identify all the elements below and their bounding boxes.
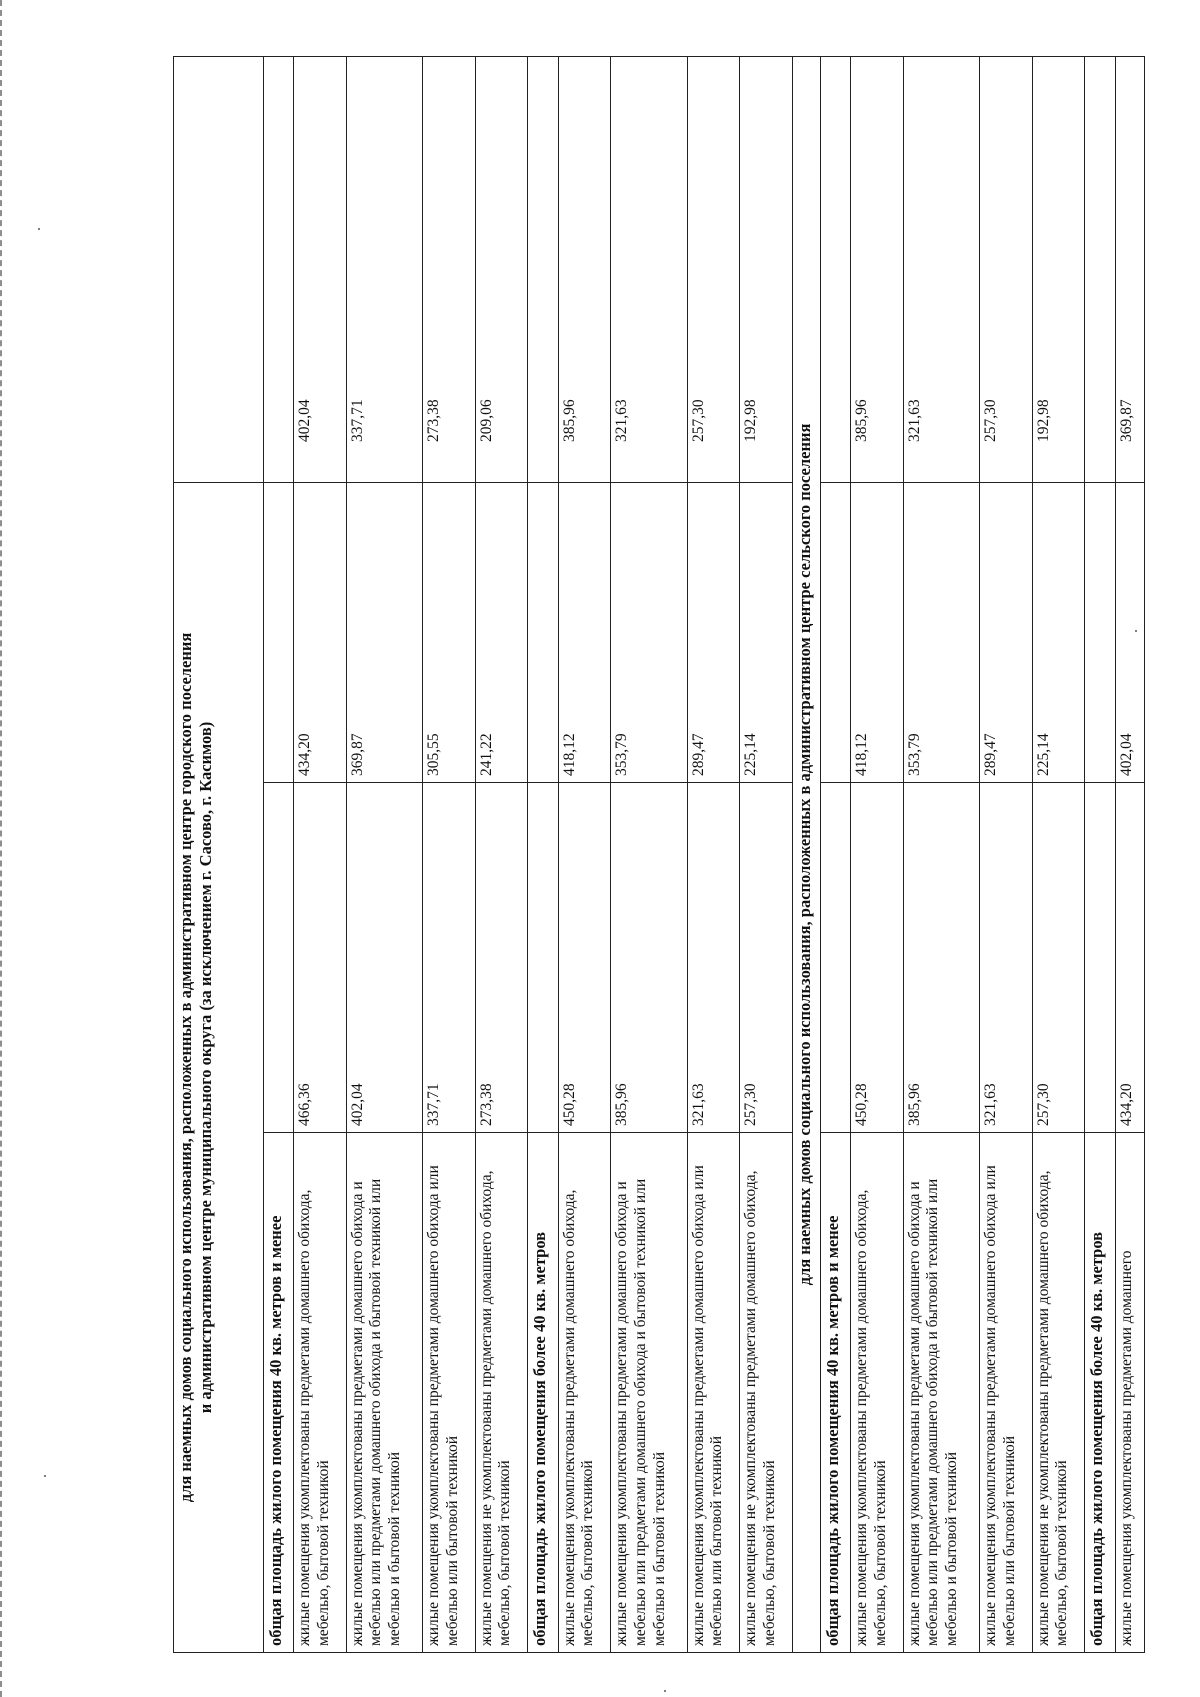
rate-value-3: 257,30	[687, 56, 740, 482]
rate-value-2: 402,04	[1115, 482, 1144, 782]
scan-speck	[664, 1690, 666, 1692]
rate-value-3: 321,63	[611, 56, 687, 482]
empty-cell	[1085, 783, 1115, 1133]
table-row	[1115, 56, 1144, 1652]
rate-value-1: 257,30	[740, 783, 793, 1133]
row-description: жилые помещения не укомплектованы предметами домашнего обихода, мебелью, бытовой техникой	[1032, 1133, 1085, 1653]
row-description: жилые помещения укомплектованы предметами домашнего обихода или мебелью или бытовой техникой	[422, 1133, 475, 1653]
table-row	[687, 56, 740, 1652]
rate-value-1: 450,28	[558, 783, 611, 1133]
scan-speck	[44, 1475, 46, 1477]
rate-value-3: 192,98	[740, 56, 793, 482]
rate-value-1: 337,71	[422, 783, 475, 1133]
table-row	[740, 56, 793, 1652]
group-label: общая площадь жилого помещения 40 кв. метров и менее	[820, 1133, 850, 1653]
empty-cell	[1085, 56, 1115, 482]
rate-value-1: 257,30	[1032, 783, 1085, 1133]
rate-value-1: 466,36	[293, 783, 346, 1133]
empty-cell	[1085, 482, 1115, 782]
empty-cell	[528, 56, 558, 482]
row-description: жилые помещения укомплектованы предметами домашнего обихода, мебелью, бытовой техникой	[558, 1133, 611, 1653]
section-title: для наемных домов социального использования, расположенных в административном центре сельского поселения	[792, 56, 820, 1652]
empty-cell	[263, 482, 293, 782]
row-description: жилые помещения укомплектованы предметами домашнего обихода, мебелью, бытовой техникой	[293, 1133, 346, 1653]
rate-value-1: 385,96	[611, 783, 687, 1133]
empty-cell	[528, 783, 558, 1133]
group-row	[820, 56, 850, 1652]
row-description: жилые помещения укомплектованы предметами домашнего обихода или мебелью или бытовой техникой	[979, 1133, 1032, 1653]
table-row	[611, 56, 687, 1652]
rate-value-2: 418,12	[558, 482, 611, 782]
empty-cell	[263, 783, 293, 1133]
table-row	[979, 56, 1032, 1652]
rate-value-3: 273,38	[422, 56, 475, 482]
rate-value-2: 289,47	[979, 482, 1032, 782]
table-title	[174, 482, 264, 1652]
group-row	[1085, 56, 1115, 1652]
table-row	[346, 56, 422, 1652]
rate-value-2: 225,14	[1032, 482, 1085, 782]
group-row	[263, 56, 293, 1652]
rate-value-2: 353,79	[903, 482, 979, 782]
table-row	[422, 56, 475, 1652]
table-title-line-2: и административном центре муниципального округа (за исключением г. Сасово, г. Касимов)	[195, 721, 215, 1414]
row-description: жилые помещения укомплектованы предметами домашнего обихода, мебелью, бытовой техникой	[851, 1133, 904, 1653]
table-title-row	[174, 56, 264, 1652]
rate-value-1: 321,63	[979, 783, 1032, 1133]
rate-value-1: 321,63	[687, 783, 740, 1133]
row-description: жилые помещения укомплектованы предметами домашнего обихода и мебелью или предметами домашнего обихода и бытовой техникой или мебелью и бытовой техникой	[611, 1133, 687, 1653]
rate-value-2: 369,87	[346, 482, 422, 782]
table-title-line-1: для наемных домов социального использования, расположенных в административном центре городского поселения	[176, 632, 195, 1503]
rate-value-3: 209,06	[475, 56, 528, 482]
rate-value-3: 402,04	[293, 56, 346, 482]
empty-cell	[263, 56, 293, 482]
rate-value-3: 337,71	[346, 56, 422, 482]
rate-value-3: 321,63	[903, 56, 979, 482]
row-description: жилые помещения не укомплектованы предметами домашнего обихода, мебелью, бытовой техникой	[475, 1133, 528, 1653]
table-row	[558, 56, 611, 1652]
rate-value-1: 273,38	[475, 783, 528, 1133]
rate-value-1: 450,28	[851, 783, 904, 1133]
row-description: жилые помещения укомплектованы предметами домашнего обихода и мебелью или предметами домашнего обихода и бытовой техникой или мебелью и бытовой техникой	[903, 1133, 979, 1653]
table-row	[1032, 56, 1085, 1652]
rate-value-3: 257,30	[979, 56, 1032, 482]
rate-value-2: 353,79	[611, 482, 687, 782]
rate-value-3: 385,96	[851, 56, 904, 482]
group-label: общая площадь жилого помещения более 40 кв. метров	[528, 1133, 558, 1653]
scan-speck	[38, 228, 40, 230]
table-row	[903, 56, 979, 1652]
rate-value-2: 225,14	[740, 482, 793, 782]
table-row	[293, 56, 346, 1652]
rate-value-3: 369,87	[1115, 56, 1144, 482]
rates-table-body	[174, 56, 1145, 1652]
rotated-table-sheet	[173, 57, 1145, 1653]
row-description: жилые помещения укомплектованы предметами домашнего обихода или мебелью или бытовой техникой	[687, 1133, 740, 1653]
rate-value-1: 434,20	[1115, 783, 1144, 1133]
table-row	[475, 56, 528, 1652]
table-row	[851, 56, 904, 1652]
rate-value-3: 385,96	[558, 56, 611, 482]
row-description: жилые помещения не укомплектованы предметами домашнего обихода, мебелью, бытовой техникой	[740, 1133, 793, 1653]
rates-table	[173, 56, 1145, 1653]
row-description: жилые помещения укомплектованы предметами домашнего	[1115, 1133, 1144, 1653]
group-row	[528, 56, 558, 1652]
empty-cell	[820, 482, 850, 782]
rate-value-2: 418,12	[851, 482, 904, 782]
rate-value-3: 192,98	[1032, 56, 1085, 482]
empty-cell	[528, 482, 558, 782]
section-title-row	[792, 56, 820, 1652]
rate-value-2: 305,55	[422, 482, 475, 782]
group-label: общая площадь жилого помещения более 40 кв. метров	[1085, 1133, 1115, 1653]
scan-edge	[0, 0, 5, 1697]
empty-cell	[820, 56, 850, 482]
rate-value-2: 289,47	[687, 482, 740, 782]
group-label: общая площадь жилого помещения 40 кв. метров и менее	[263, 1133, 293, 1653]
table-title-blank-cell	[174, 56, 264, 482]
rate-value-1: 385,96	[903, 783, 979, 1133]
rate-value-2: 434,20	[293, 482, 346, 782]
empty-cell	[820, 783, 850, 1133]
row-description: жилые помещения укомплектованы предметами домашнего обихода и мебелью или предметами домашнего обихода и бытовой техникой или мебелью и бытовой техникой	[346, 1133, 422, 1653]
rate-value-2: 241,22	[475, 482, 528, 782]
rate-value-1: 402,04	[346, 783, 422, 1133]
